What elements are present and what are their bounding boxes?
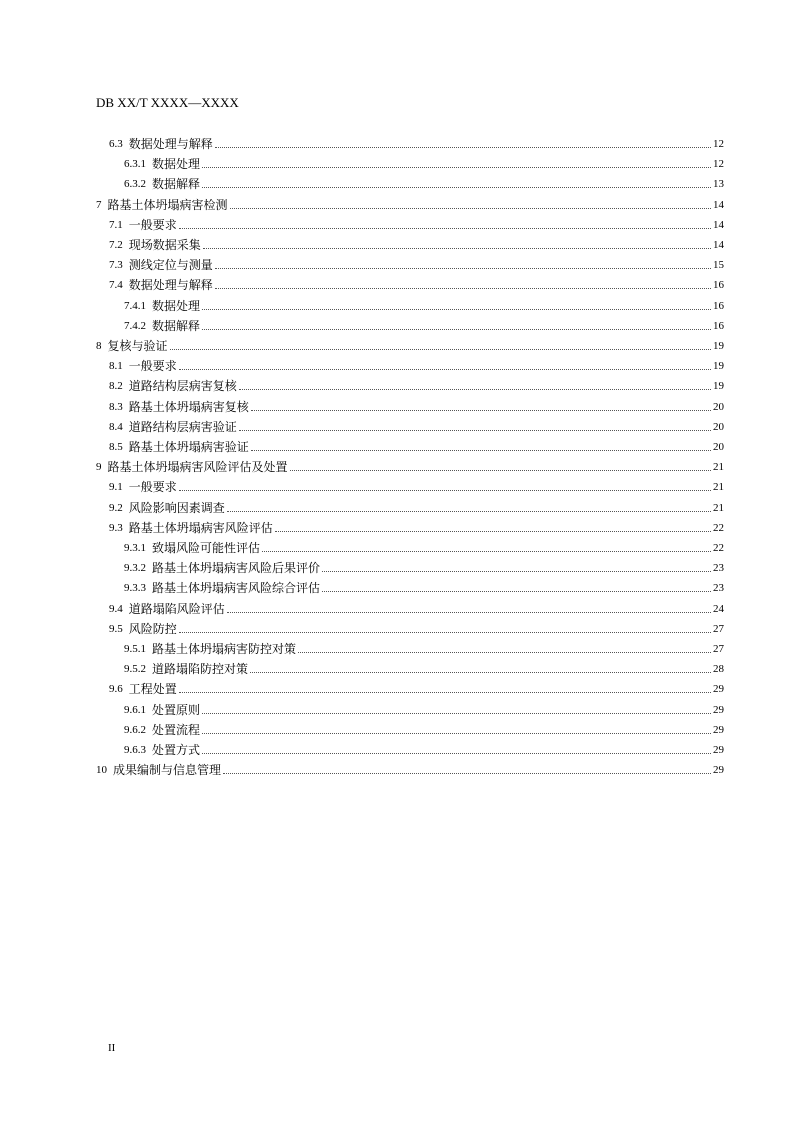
toc-entry-page: 14 [713,239,724,251]
toc-entry-number: 8 [96,340,102,352]
toc-entry-number: 7.3 [109,259,123,272]
toc-entry-title: 数据处理 [152,298,201,313]
toc-entry[interactable] [96,334,724,354]
toc-entry[interactable] [124,314,724,334]
toc-dot-leader [223,773,711,774]
toc-entry[interactable] [109,415,724,435]
toc-entry-page: 29 [713,744,724,756]
toc-entry[interactable] [124,637,724,657]
toc-entry[interactable] [96,193,724,213]
toc-dot-leader [239,430,711,431]
toc-entry-page: 28 [713,663,724,676]
toc-entry-page: 20 [713,441,724,453]
toc-entry-title: 致塌风险可能性评估 [152,541,261,555]
toc-entry-number: 10 [96,764,107,777]
toc-entry-number: 9.6.3 [124,744,146,756]
toc-dot-leader [322,571,711,572]
toc-dot-leader [202,733,711,734]
toc-entry-title: 风险影响因素调查 [128,500,225,515]
toc-dot-leader [290,470,711,471]
toc-entry-number: 9.3.3 [124,582,146,595]
toc-entry-number: 7.4.1 [124,299,146,312]
toc-entry-title: 路基土体坍塌病害风险后果评价 [152,561,321,576]
toc-entry[interactable] [109,253,724,273]
toc-entry-title: 数据处理 [152,157,201,172]
toc-entry-page: 20 [713,400,724,413]
toc-entry[interactable] [124,152,724,172]
toc-dot-leader [179,692,711,693]
toc-entry-number: 6.3 [109,138,123,150]
toc-entry[interactable] [109,213,724,233]
toc-entry-number: 7.4.2 [124,319,146,332]
toc-entry-page: 21 [713,501,724,514]
toc-entry-title: 路基土体坍塌病害风险综合评估 [152,581,321,596]
toc-entry-page: 16 [713,319,724,332]
toc-entry-page: 27 [713,622,724,635]
toc-entry[interactable] [109,475,724,495]
toc-entry-page: 14 [713,218,724,231]
toc-entry[interactable] [124,657,724,677]
toc-entry-title: 道路结构层病害验证 [128,419,237,434]
toc-entry-title: 一般要求 [128,359,177,374]
toc-entry-number: 9.2 [109,501,123,514]
toc-entry[interactable] [109,354,724,374]
toc-dot-leader [322,591,711,592]
toc-entry-page: 14 [713,198,724,211]
toc-dot-leader [227,612,711,613]
toc-entry-title: 路基土体坍塌病害复核 [128,399,249,414]
toc-entry-title: 道路塌陷风险评估 [128,601,225,616]
toc-entry-page: 21 [713,461,724,474]
toc-entry-page: 29 [713,764,724,777]
toc-entry[interactable] [124,738,724,758]
toc-entry-number: 8.5 [109,441,123,453]
toc-entry-title: 路基土体坍塌病害检测 [107,197,228,212]
toc-entry[interactable] [124,294,724,314]
toc-entry-title: 一般要求 [128,217,177,232]
toc-entry-number: 7.4 [109,279,123,292]
toc-entry-number: 9.5.1 [124,643,146,655]
toc-entry-number: 6.3.2 [124,178,146,191]
toc-entry[interactable] [109,132,724,152]
toc-entry-page: 29 [713,703,724,716]
toc-entry-page: 21 [713,481,724,494]
toc-dot-leader [298,652,711,653]
toc-entry-title: 数据解释 [152,318,201,333]
toc-entry-title: 数据处理与解释 [128,137,213,151]
toc-entry-page: 27 [713,643,724,655]
toc-entry-number: 9.1 [109,481,123,494]
toc-entry[interactable] [109,233,724,253]
toc-entry[interactable] [124,576,724,596]
toc-entry[interactable] [109,597,724,617]
document-header: DB XX/T XXXX—XXXX [96,95,239,110]
toc-entry-number: 9.6.2 [124,723,146,736]
toc-entry[interactable] [124,556,724,576]
toc-entry-number: 9.6 [109,683,123,696]
toc-entry-title: 处置流程 [152,722,201,737]
toc-entry[interactable] [109,395,724,415]
toc-entry[interactable] [96,758,724,778]
toc-entry-number: 8.2 [109,380,123,393]
toc-entry-title: 处置原则 [152,702,201,717]
toc-dot-leader [275,531,711,532]
toc-dot-leader [215,288,711,289]
toc-entry-title: 路基土体坍塌病害防控对策 [152,642,297,656]
toc-dot-leader [251,410,711,411]
toc-entry[interactable] [124,536,724,556]
toc-entry-title: 数据解释 [152,177,201,192]
toc-dot-leader [203,248,711,249]
toc-entry-page: 16 [713,279,724,292]
toc-dot-leader [179,228,711,229]
toc-entry-number: 6.3.1 [124,158,146,171]
toc-entry-page: 29 [713,683,724,696]
toc-entry-number: 8.4 [109,420,123,433]
toc-dot-leader [179,632,711,633]
toc-entry-number: 8.3 [109,400,123,413]
toc-entry-title: 工程处置 [128,682,177,697]
toc-dot-leader [202,753,711,754]
toc-entry[interactable] [124,172,724,192]
toc-entry-title: 一般要求 [128,480,177,495]
toc-entry-page: 20 [713,420,724,433]
toc-dot-leader [202,713,711,714]
toc-entry[interactable] [124,698,724,718]
toc-entry-page: 29 [713,723,724,736]
toc-dot-leader [230,208,711,209]
toc-entry-title: 成果编制与信息管理 [113,763,222,778]
toc-entry-page: 23 [713,582,724,595]
toc-entry-page: 13 [713,178,724,191]
toc-entry-title: 路基土体坍塌病害风险评估 [128,520,273,535]
toc-dot-leader [215,268,711,269]
toc-entry-page: 12 [713,138,724,150]
toc-entry-number: 9.4 [109,602,123,615]
toc-entry-number: 9.3.1 [124,542,146,554]
toc-entry[interactable] [124,718,724,738]
toc-dot-leader [202,167,711,168]
toc-entry[interactable] [109,435,724,455]
toc-entry-page: 12 [713,158,724,171]
toc-dot-leader [179,369,711,370]
toc-entry-page: 24 [713,602,724,615]
toc-entry-title: 道路塌陷防控对策 [152,662,249,677]
toc-entry[interactable] [109,617,724,637]
toc-entry-number: 7 [96,198,102,211]
toc-entry-number: 9.3 [109,521,123,534]
toc-entry-title: 路基土体坍塌病害验证 [128,440,249,454]
toc-entry-title: 数据处理与解释 [128,278,213,293]
toc-entry-number: 7.2 [109,239,123,251]
toc-entry-page: 23 [713,562,724,575]
toc-entry[interactable] [109,516,724,536]
toc-entry-title: 复核与验证 [107,339,168,353]
toc-entry[interactable] [109,496,724,516]
toc-dot-leader [170,349,711,350]
toc-dot-leader [250,672,711,673]
toc-entry[interactable] [109,374,724,394]
toc-entry-page: 16 [713,299,724,312]
toc-entry-number: 9 [96,461,102,474]
toc-entry-title: 测线定位与测量 [128,258,213,273]
toc-dot-leader [202,329,711,330]
toc-entry-number: 9.5 [109,622,123,635]
toc-dot-leader [202,187,711,188]
toc-dot-leader [202,309,711,310]
toc-entry-number: 9.6.1 [124,703,146,716]
toc-entry-number: 8.1 [109,360,123,373]
toc-entry-page: 15 [713,259,724,272]
toc-entry[interactable] [109,677,724,697]
toc-entry-page: 22 [713,521,724,534]
toc-dot-leader [251,450,711,451]
toc-entry-title: 处置方式 [152,743,201,757]
toc-entry-number: 9.5.2 [124,663,146,676]
toc-entry-page: 19 [713,360,724,373]
toc-entry-number: 7.1 [109,218,123,231]
toc-entry[interactable] [109,273,724,293]
toc-dot-leader [215,147,711,148]
toc-entry-number: 9.3.2 [124,562,146,575]
toc-entry-title: 风险防控 [128,621,177,636]
toc-dot-leader [179,490,711,491]
toc-entry-page: 19 [713,340,724,352]
page-number: II [108,1042,116,1054]
toc-dot-leader [227,511,711,512]
toc-entry[interactable] [96,455,724,475]
toc-entry-page: 22 [713,542,724,554]
toc-entry-title: 现场数据采集 [128,238,201,252]
toc-dot-leader [239,389,711,390]
toc-entry-title: 道路结构层病害复核 [128,379,237,394]
toc-entry-page: 19 [713,380,724,393]
toc-dot-leader [262,551,711,552]
toc-entry-title: 路基土体坍塌病害风险评估及处置 [107,460,288,475]
